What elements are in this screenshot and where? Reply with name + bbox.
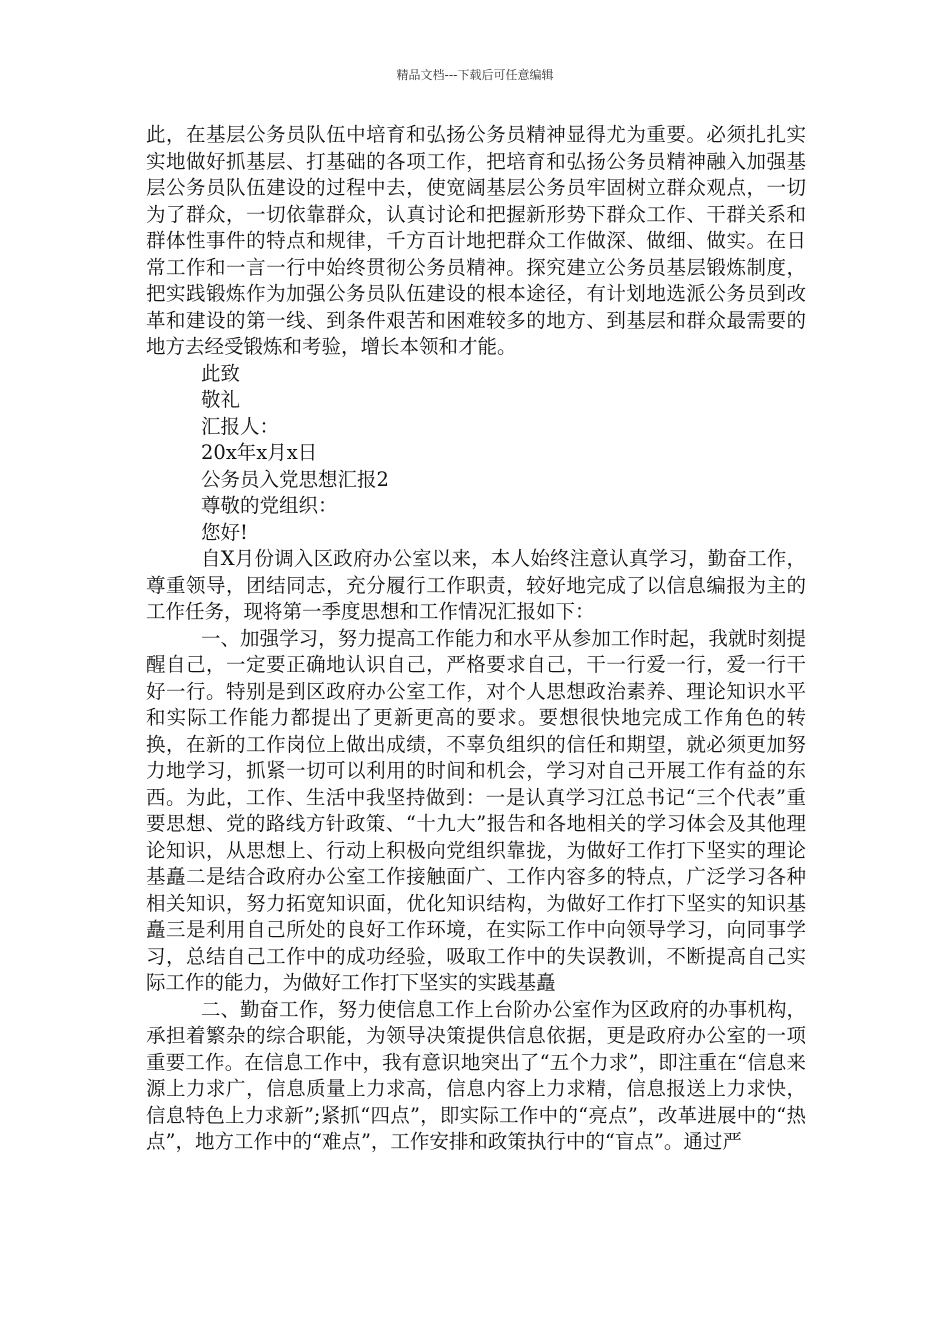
paragraph-1: 此，在基层公务员队伍中培育和弘扬公务员精神显得尤为重要。必须扎扎实实地做好抓基层、打基础的各项工作，把培育和弘扬公务员精神融入加强基层公务员队伍建设的过程中去，使宽阔基层公务员牢固树立群众观点，一切为了群众，一切依靠群众，认真讨论和把握新形势下群众工作、干群关系和群体性事件的特点和规律，千方百计地把群众工作做深、做细、做实。在日常工作和一言一行中始终贯彻公务员精神。探究建立公务员基层锻炼制度，把实践锻炼作为加强公务员队伍建设的根本途径，有计划地选派公务员到改革和建设的第一线、到条件艰苦和困难较多的地方、到基层和群众最需要的地方去经受锻炼和考验，增长本领和才能。 (146, 123, 806, 358)
paragraph-3: 一、加强学习，努力提高工作能力和水平从参加工作时起，我就时刻提醒自己，一定要正确地认识自己，严格要求自己，干一行爱一行，爱一行干好一行。特别是到区政府办公室工作，对个人思想政治素养、理论知识水平和实际工作能力都提出了更新更高的要求。要想很快地完成工作角色的转换，在新的工作岗位上做出成绩，不辜负组织的信任和期望，就必须更加努力地学习，抓紧一切可以利用的时间和机会，学习对自己开展工作有益的东西。为此，工作、生活中我坚持做到：一是认真学习江总书记“三个代表”重要思想、党的路线方针政策、“十九大”报告和各地相关的学习体会及其他理论知识，从思想上、行动上积极向党组织靠拢，为做好工作打下坚实的理论基矗二是结合政府办公室工作接触面广、工作内容多的特点，广泛学习各种相关知识，努力拓宽知识面，优化知识结构，为做好工作打下坚实的知识基矗三是利用自己所处的良好工作环境，在实际工作中向领导学习，向同事学习，总结自己工作中的成功经验，吸取工作中的失误教训，不断提高自己实际工作的能力，为做好工作打下坚实的实践基矗 (146, 626, 806, 994)
reporter-label: 汇报人： (201, 414, 280, 438)
closing-line-1: 此致 (201, 361, 241, 385)
greeting: 您好! (201, 520, 248, 544)
page-header: 精品文档---下载后可任意编辑 (396, 68, 554, 82)
document-body (146, 122, 806, 1156)
salutation: 尊敬的党组织： (201, 494, 338, 517)
report-date: 20x年x月x日 (201, 441, 318, 464)
section-title: 公务员入党思想汇报2 (201, 467, 389, 491)
closing-line-2: 敬礼 (201, 388, 241, 411)
paragraph-4: 二、勤奋工作，努力使信息工作上台阶办公室作为区政府的办事机构，承担着繁杂的综合职能，为领导决策提供信息依据，更是政府办公室的一项重要工作。在信息工作中，我有意识地突出了“五个力求”，即注重在“信息来源上力求广，信息质量上力求高，信息内容上力求精，信息报送上力求快，信息特色上力求新”;紧抓“四点”，即实际工作中的“亮点”，改革进展中的“热点”，地方工作中的“难点”，工作安排和政策执行中的“盲点”。通过严 (146, 997, 806, 1153)
paragraph-2: 自X月份调入区政府办公室以来，本人始终注意认真学习，勤奋工作，尊重领导，团结同志，充分履行工作职责，较好地完成了以信息编报为主的工作任务，现将第一季度思想和工作情况汇报如下： (146, 547, 806, 623)
